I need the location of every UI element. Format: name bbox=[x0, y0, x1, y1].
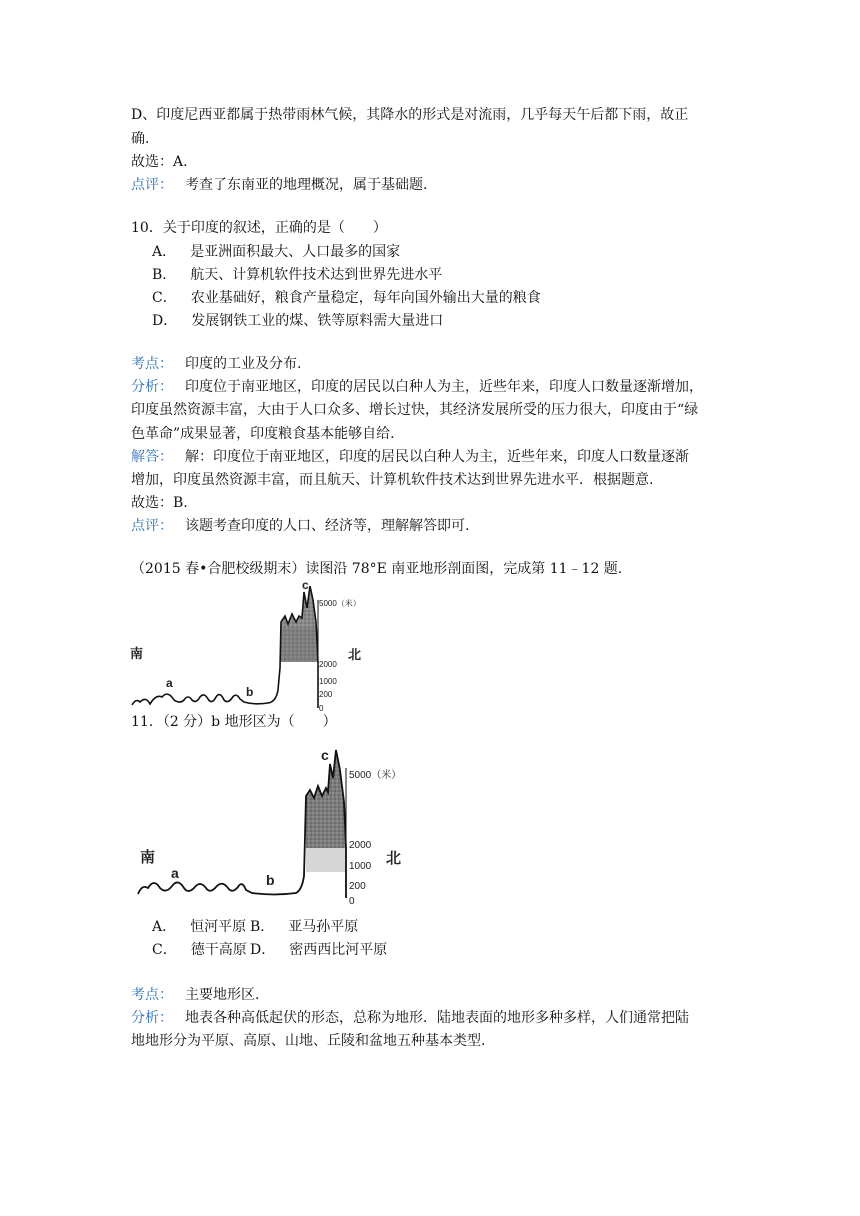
option-text: 航天、计算机软件技术达到世界先进水平 bbox=[190, 267, 443, 283]
question-10-stem: 10．关于印度的叙述，正确的是（ ） bbox=[131, 220, 387, 236]
tick-0: 0 bbox=[319, 704, 324, 713]
label-b: b bbox=[266, 872, 275, 888]
option-letter: B． bbox=[250, 919, 275, 935]
kaodian-label: 考点： bbox=[131, 987, 173, 1003]
dianping-10 bbox=[131, 515, 469, 537]
fenxi-text: 地表各种高低起伏的形态，总称为地形．陆地表面的地形多种多样，人们通常把陆 bbox=[185, 1010, 689, 1026]
question-11-option-b[interactable] bbox=[250, 916, 358, 938]
fenxi-label: 分析： bbox=[131, 379, 173, 395]
question-10-option-d[interactable] bbox=[152, 310, 443, 332]
option-letter: C． bbox=[152, 942, 177, 958]
fenxi-11-line-2: 地地形分为平原、高原、山地、丘陵和盆地五种基本类型. bbox=[131, 1033, 486, 1049]
tick-5000: 5000（米） bbox=[349, 770, 402, 781]
label-north: 北 bbox=[348, 647, 362, 662]
question-11-option-d[interactable] bbox=[250, 939, 387, 961]
tick-200: 200 bbox=[349, 881, 366, 892]
plateau-dark-fill bbox=[306, 750, 346, 848]
review-label: 点评： bbox=[131, 177, 173, 193]
jieda-text: 解：印度位于南亚地区，印度的居民以白种人为主，近些年来，印度人口数量逐渐 bbox=[185, 449, 689, 465]
band-1000-2000 bbox=[306, 848, 346, 872]
option-letter: D． bbox=[152, 313, 178, 329]
option-text: 恒河平原 bbox=[190, 919, 247, 935]
fenxi-10-line-1 bbox=[131, 376, 703, 398]
label-b: b bbox=[246, 685, 254, 699]
question-11-stem: 11．（2 分）b 地形区为（ ） bbox=[131, 714, 337, 730]
plateau-mid-band bbox=[281, 628, 318, 662]
fenxi-10-line-2: 印度虽然资源丰富，大由于人口众多、增长过快，其经济发展所受的压力很大，印度由于“绿 bbox=[131, 402, 699, 418]
tick-200: 200 bbox=[319, 690, 333, 699]
group-intro: （2015 春•合肥校级期末）读图沿 78°E 南亚地形剖面图，完成第 11﹣12 题. bbox=[131, 561, 623, 577]
review-text: 考查了东南亚的地理概况，属于基础题. bbox=[185, 177, 428, 193]
label-north: 北 bbox=[386, 850, 402, 867]
option-text: 密西西比河平原 bbox=[289, 942, 388, 958]
question-11-option-a[interactable] bbox=[152, 916, 246, 938]
question-10-option-c[interactable] bbox=[152, 287, 541, 309]
kaodian-11 bbox=[131, 984, 259, 1006]
terrain-profile-figure-small bbox=[128, 578, 388, 714]
jieda-label: 解答： bbox=[131, 449, 173, 465]
jieda-10-line-2: 增加，印度虽然资源丰富，而且航天、计算机软件技术达到世界先进水平．根据题意. bbox=[131, 472, 654, 488]
question-11-option-c[interactable] bbox=[152, 939, 247, 961]
tick-1000: 1000 bbox=[349, 861, 372, 872]
fenxi-label: 分析： bbox=[131, 1010, 173, 1026]
label-c: c bbox=[302, 578, 309, 592]
answer-choice-10: 故选：B. bbox=[131, 495, 188, 511]
option-letter: C． bbox=[152, 290, 177, 306]
option-letter: A． bbox=[152, 244, 177, 260]
label-a: a bbox=[171, 865, 179, 881]
question-10-option-a[interactable] bbox=[152, 241, 400, 263]
answer-d-line-1: D、印度尼西亚都属于热带雨林气候，其降水的形式是对流雨，几乎每天午后都下雨，故正 bbox=[131, 107, 689, 123]
kaodian-label: 考点： bbox=[131, 356, 173, 372]
terrain-profile-figure-large bbox=[134, 738, 424, 908]
option-text: 是亚洲面积最大、人口最多的国家 bbox=[190, 244, 401, 260]
fenxi-10-line-3: 色革命”成果显著，印度粮食基本能够自给. bbox=[131, 426, 395, 442]
question-10-option-b[interactable] bbox=[152, 264, 442, 286]
option-text: 德干高原 bbox=[190, 942, 247, 958]
option-letter: D． bbox=[250, 942, 276, 958]
label-a: a bbox=[166, 676, 173, 690]
label-south: 南 bbox=[140, 849, 156, 866]
kaodian-text: 印度的工业及分布. bbox=[185, 356, 302, 372]
tick-2000: 2000 bbox=[349, 840, 372, 851]
answer-choice-9: 故选：A. bbox=[131, 154, 188, 170]
fenxi-text: 印度位于南亚地区，印度的居民以白种人为主，近些年来，印度人口数量逐渐增加， bbox=[185, 379, 703, 395]
tick-2000: 2000 bbox=[319, 660, 337, 669]
kaodian-text: 主要地形区. bbox=[185, 987, 260, 1003]
option-text: 发展钢铁工业的煤、铁等原料需大量进口 bbox=[191, 313, 444, 329]
tick-0: 0 bbox=[349, 896, 355, 907]
jieda-10-line-1 bbox=[131, 446, 689, 468]
answer-d-line-2: 确. bbox=[131, 131, 150, 147]
option-text: 农业基础好，粮食产量稳定，每年向国外输出大量的粮食 bbox=[190, 290, 541, 306]
fenxi-11-line-1 bbox=[131, 1007, 689, 1029]
label-c: c bbox=[321, 747, 329, 763]
label-south: 南 bbox=[130, 646, 144, 661]
tick-5000: 5000（米） bbox=[319, 599, 361, 608]
tick-1000: 1000 bbox=[319, 677, 337, 686]
dianping-text: 该题考查印度的人口、经济等，理解解答即可. bbox=[185, 518, 470, 534]
option-letter: B． bbox=[152, 267, 177, 283]
option-letter: A． bbox=[152, 919, 177, 935]
kaodian-10 bbox=[131, 353, 301, 375]
dianping-label: 点评： bbox=[131, 518, 173, 534]
review-9 bbox=[131, 174, 427, 196]
option-text: 亚马孙平原 bbox=[288, 919, 359, 935]
